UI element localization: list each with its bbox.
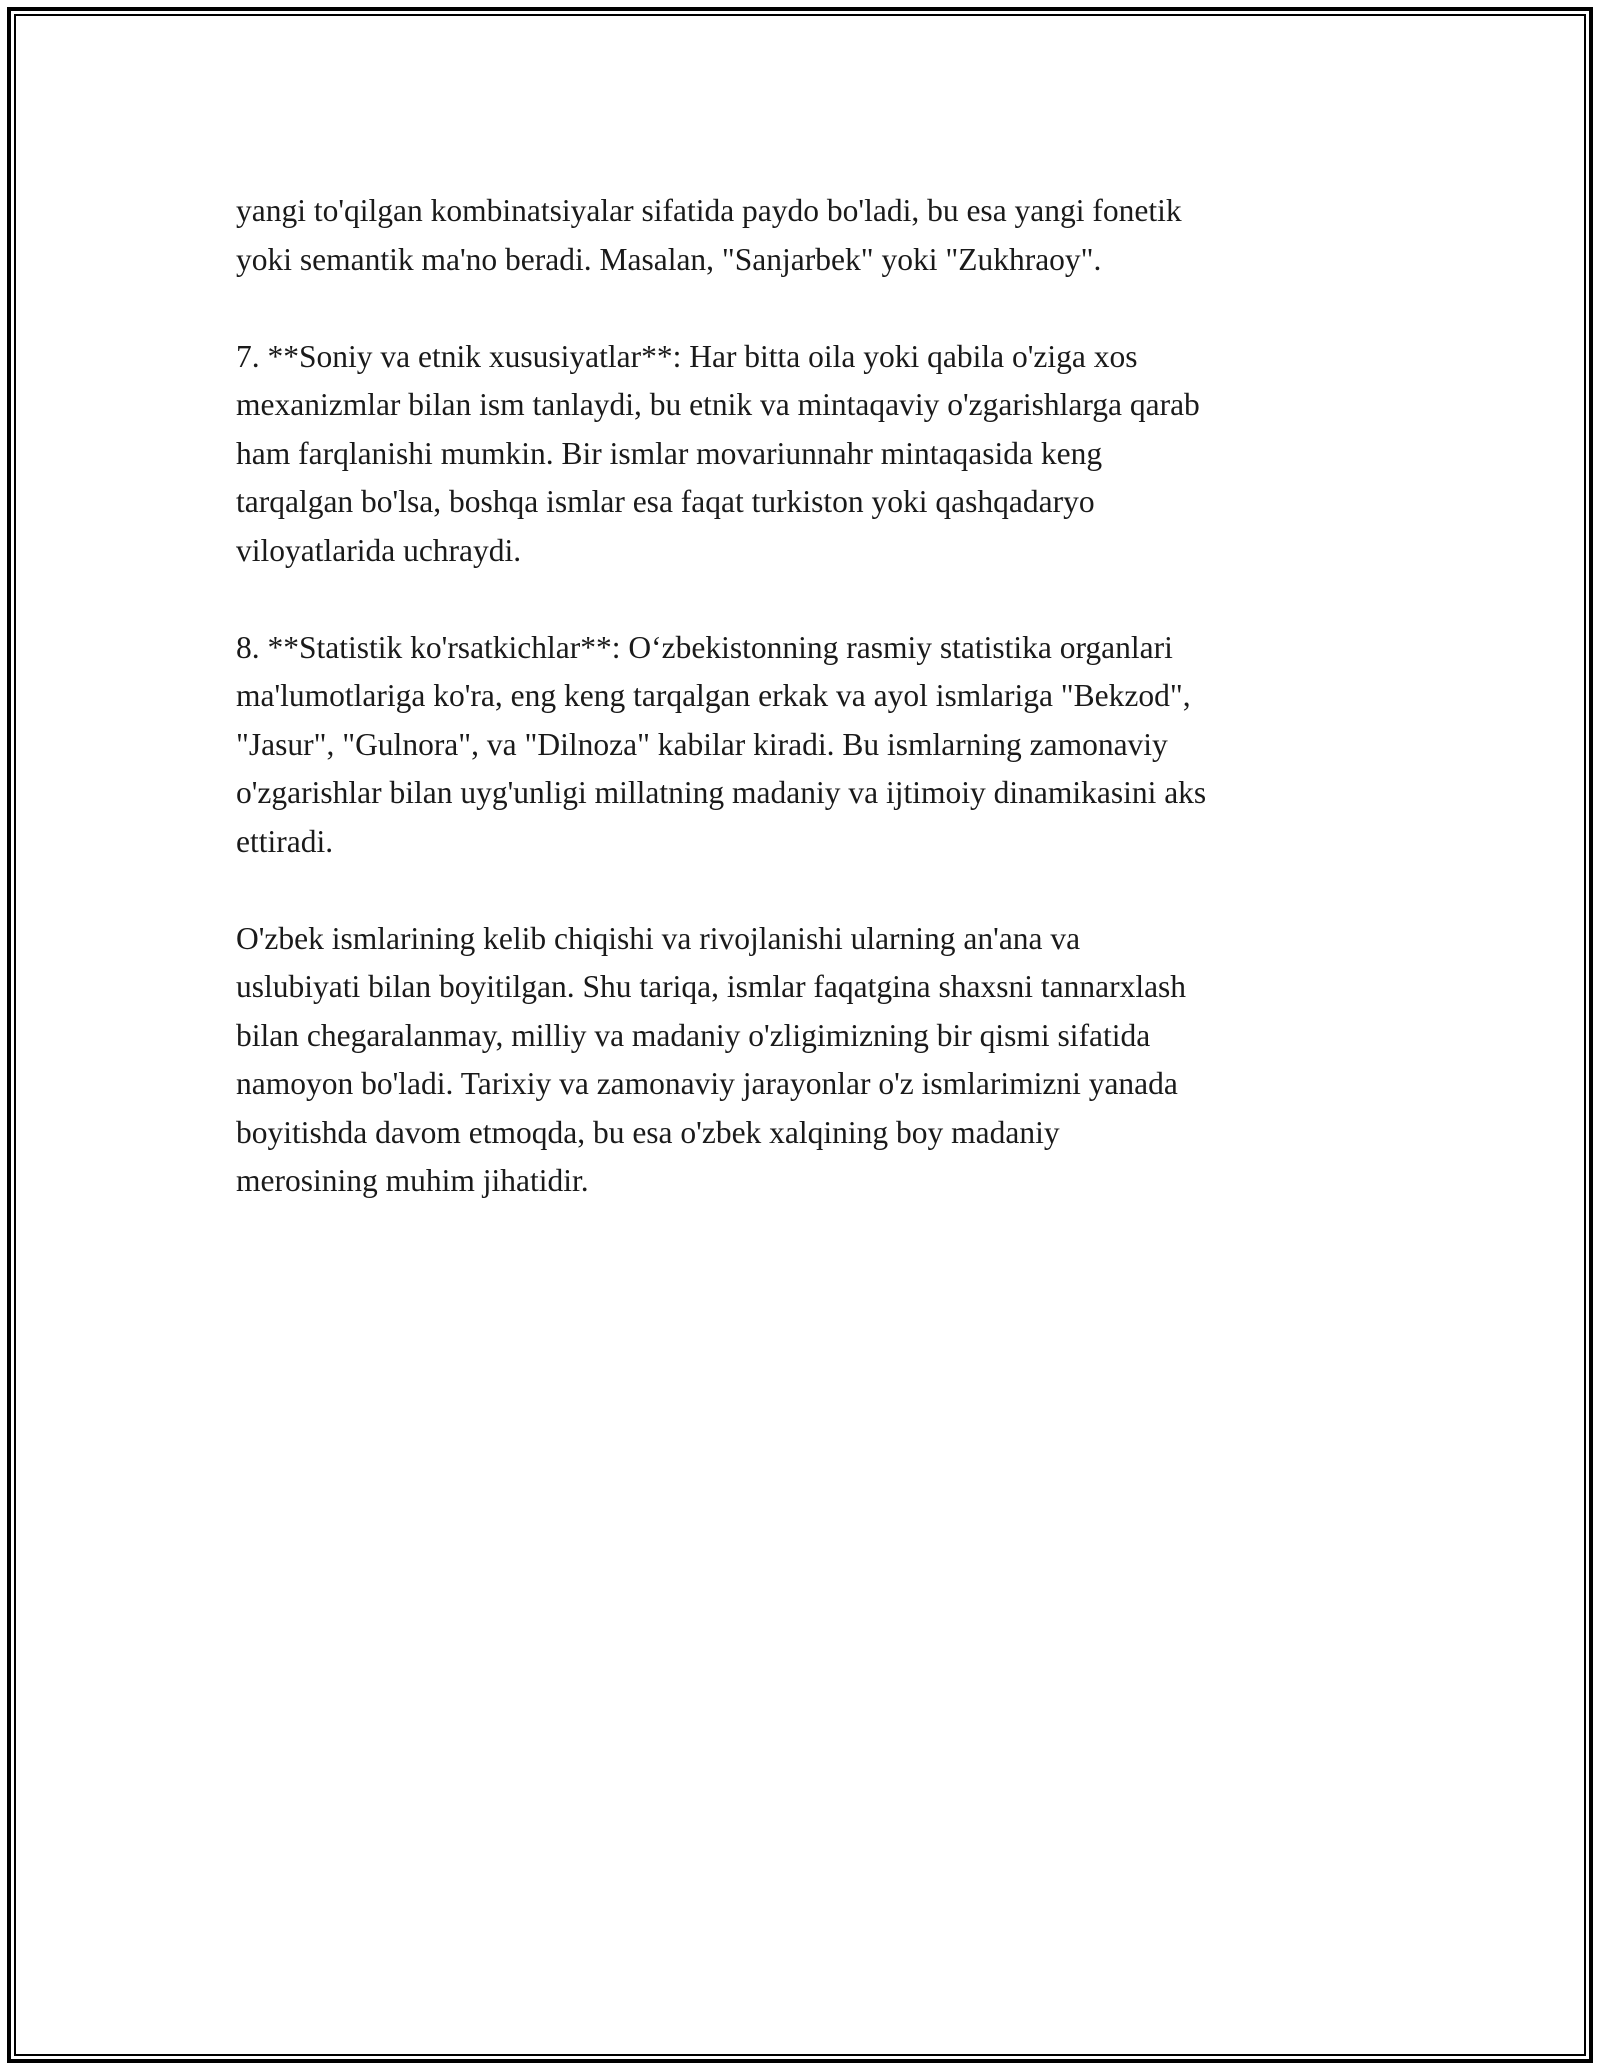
paragraph-item-7: 7. **Soniy va etnik xususiyatlar**: Har bitta oila yoki qabila o'ziga xos mexanizmlar bilan ism tanlaydi, bu etnik va mintaqaviy o'zgarishlarga qarab ham farqlanishi mumkin. Bir ismlar movariunnahr mintaqasida keng tarqalgan bo'lsa, boshqa ismlar esa faqat turkiston yoki qashqadaryo viloyatlarida uchraydi. [236, 338, 1200, 568]
paragraph-continuation: yangi to'qilgan kombinatsiyalar sifatida paydo bo'ladi, bu esa yangi fonetik yoki semantik ma'no beradi. Masalan, "Sanjarbek" yoki "Zukhraoy". [236, 193, 1182, 277]
paragraph-conclusion: O'zbek ismlarining kelib chiqishi va rivojlanishi ularning an'ana va uslubiyati bilan boyitilgan. Shu tariqa, ismlar faqatgina shaxsni tannarxlash bilan chegaralanmay, milliy va madaniy o'zligimizning bir qismi sifatida namoyon bo'ladi. Tarixiy va zamonaviy jarayonlar o'z ismlarimizni yanada boyitishda davom etmoqda, bu esa o'zbek xalqining boy madaniy merosining muhim jihatidir. [236, 920, 1187, 1198]
document-body [236, 187, 1386, 1254]
paragraph-item-8: 8. **Statistik ko'rsatkichlar**: O‘zbekistonning rasmiy statistika organlari ma'lumotlariga ko'ra, eng keng tarqalgan erkak va ayol ismlariga "Bekzod", "Jasur", "Gulnora", va "Dilnoza" kabilar kiradi. Bu ismlarning zamonaviy o'zgarishlar bilan uyg'unligi millatning madaniy va ijtimoiy dinamikasini aks ettiradi. [236, 629, 1207, 859]
